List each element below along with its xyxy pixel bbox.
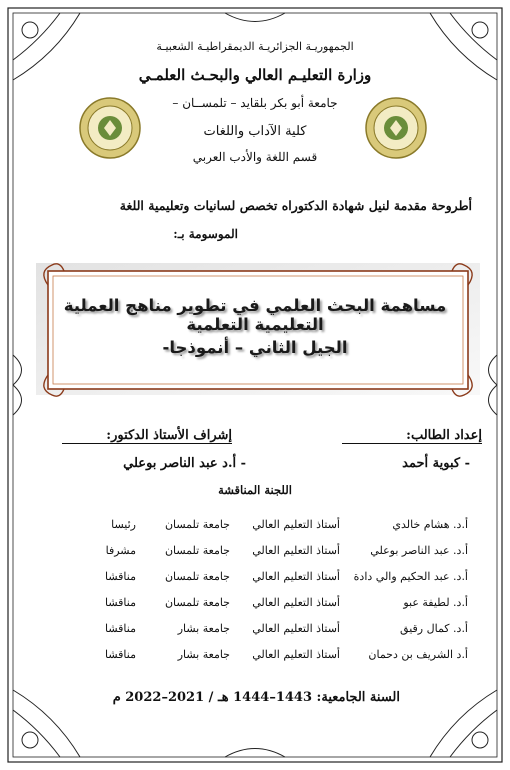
department-name: قسم اللغة والأدب العربي bbox=[192, 150, 318, 164]
member-rank: أستاذ التعليم العالي bbox=[252, 596, 340, 609]
university-seal-icon bbox=[364, 96, 428, 160]
committee-row bbox=[88, 648, 468, 670]
student-label: إعداد الطالب: bbox=[342, 428, 482, 444]
titled-label: الموسومة بـ: bbox=[173, 227, 238, 241]
member-name: أ.د. لطيفة عبو bbox=[403, 596, 468, 609]
thesis-purpose: أطروحة مقدمة لنيل شهادة الدكتوراه تخصص لسانيات وتعليمية اللغة bbox=[119, 198, 472, 213]
member-role: مناقشا bbox=[105, 622, 136, 635]
member-role: مناقشا bbox=[105, 596, 136, 609]
member-role: مناقشا bbox=[105, 648, 136, 661]
member-name: أ.د. كمال رقيق bbox=[400, 622, 468, 635]
committee-row bbox=[88, 518, 468, 540]
member-name: أ.د. عبد الناصر بوعلي bbox=[370, 544, 468, 557]
member-institution: جامعة تلمسان bbox=[164, 570, 230, 583]
academic-year-value: 1443–1444 هـ / 2021–2022 م bbox=[112, 690, 313, 705]
student-name: - كبوية أحمد bbox=[402, 456, 470, 471]
committee-row bbox=[88, 596, 468, 618]
member-institution: جامعة تلمسان bbox=[164, 544, 230, 557]
university-seal-icon bbox=[78, 96, 142, 160]
academic-year-label: السنة الجامعية: bbox=[316, 690, 400, 705]
member-institution: جامعة بشار bbox=[177, 648, 230, 661]
academic-year bbox=[70, 690, 400, 705]
member-rank: أستاذ التعليم العالي bbox=[252, 518, 340, 531]
member-role: مشرفا bbox=[105, 544, 136, 557]
committee-row bbox=[88, 622, 468, 644]
member-institution: جامعة تلمسان bbox=[164, 518, 230, 531]
faculty-name: كلية الآداب واللغات bbox=[203, 124, 307, 139]
supervisor-name: - أ.د عبد الناصر بوعلي bbox=[123, 456, 246, 471]
member-institution: جامعة بشار bbox=[177, 622, 230, 635]
member-role: مناقشا bbox=[105, 570, 136, 583]
member-name: أ.د. عبد الحكيم والي دادة bbox=[353, 570, 468, 583]
member-name: أ.د الشريف بن دحمان bbox=[368, 648, 468, 661]
member-rank: أستاذ التعليم العالي bbox=[252, 570, 340, 583]
member-name: أ.د. هشام خالدي bbox=[392, 518, 468, 531]
member-rank: أستاذ التعليم العالي bbox=[252, 648, 340, 661]
committee-row bbox=[88, 570, 468, 592]
republic-name: الجمهوريـة الجزائريـة الديمقراطيـة الشعبيـة bbox=[156, 40, 354, 53]
member-rank: أستاذ التعليم العالي bbox=[252, 544, 340, 557]
ministry-name: وزارة التعليـم العالي والبحـث العلمـي bbox=[138, 66, 372, 84]
member-institution: جامعة تلمسان bbox=[164, 596, 230, 609]
supervisor-label: إشراف الأستاذ الدكتور: bbox=[62, 428, 232, 444]
committee-label: اللجنة المناقشة bbox=[218, 483, 292, 497]
member-role: رئيسا bbox=[111, 518, 136, 531]
thesis-title-line2: الجيل الثاني – أنموذجا- bbox=[162, 338, 348, 357]
committee-row bbox=[88, 544, 468, 566]
member-rank: أستاذ التعليم العالي bbox=[252, 622, 340, 635]
university-name: جامعة أبو بكر بلقايد – تلمســان – bbox=[172, 96, 338, 110]
thesis-title-line1: مساهمة البحث العلمي في تطوير مناهج العملية التعليمية التعلمية bbox=[63, 296, 447, 334]
